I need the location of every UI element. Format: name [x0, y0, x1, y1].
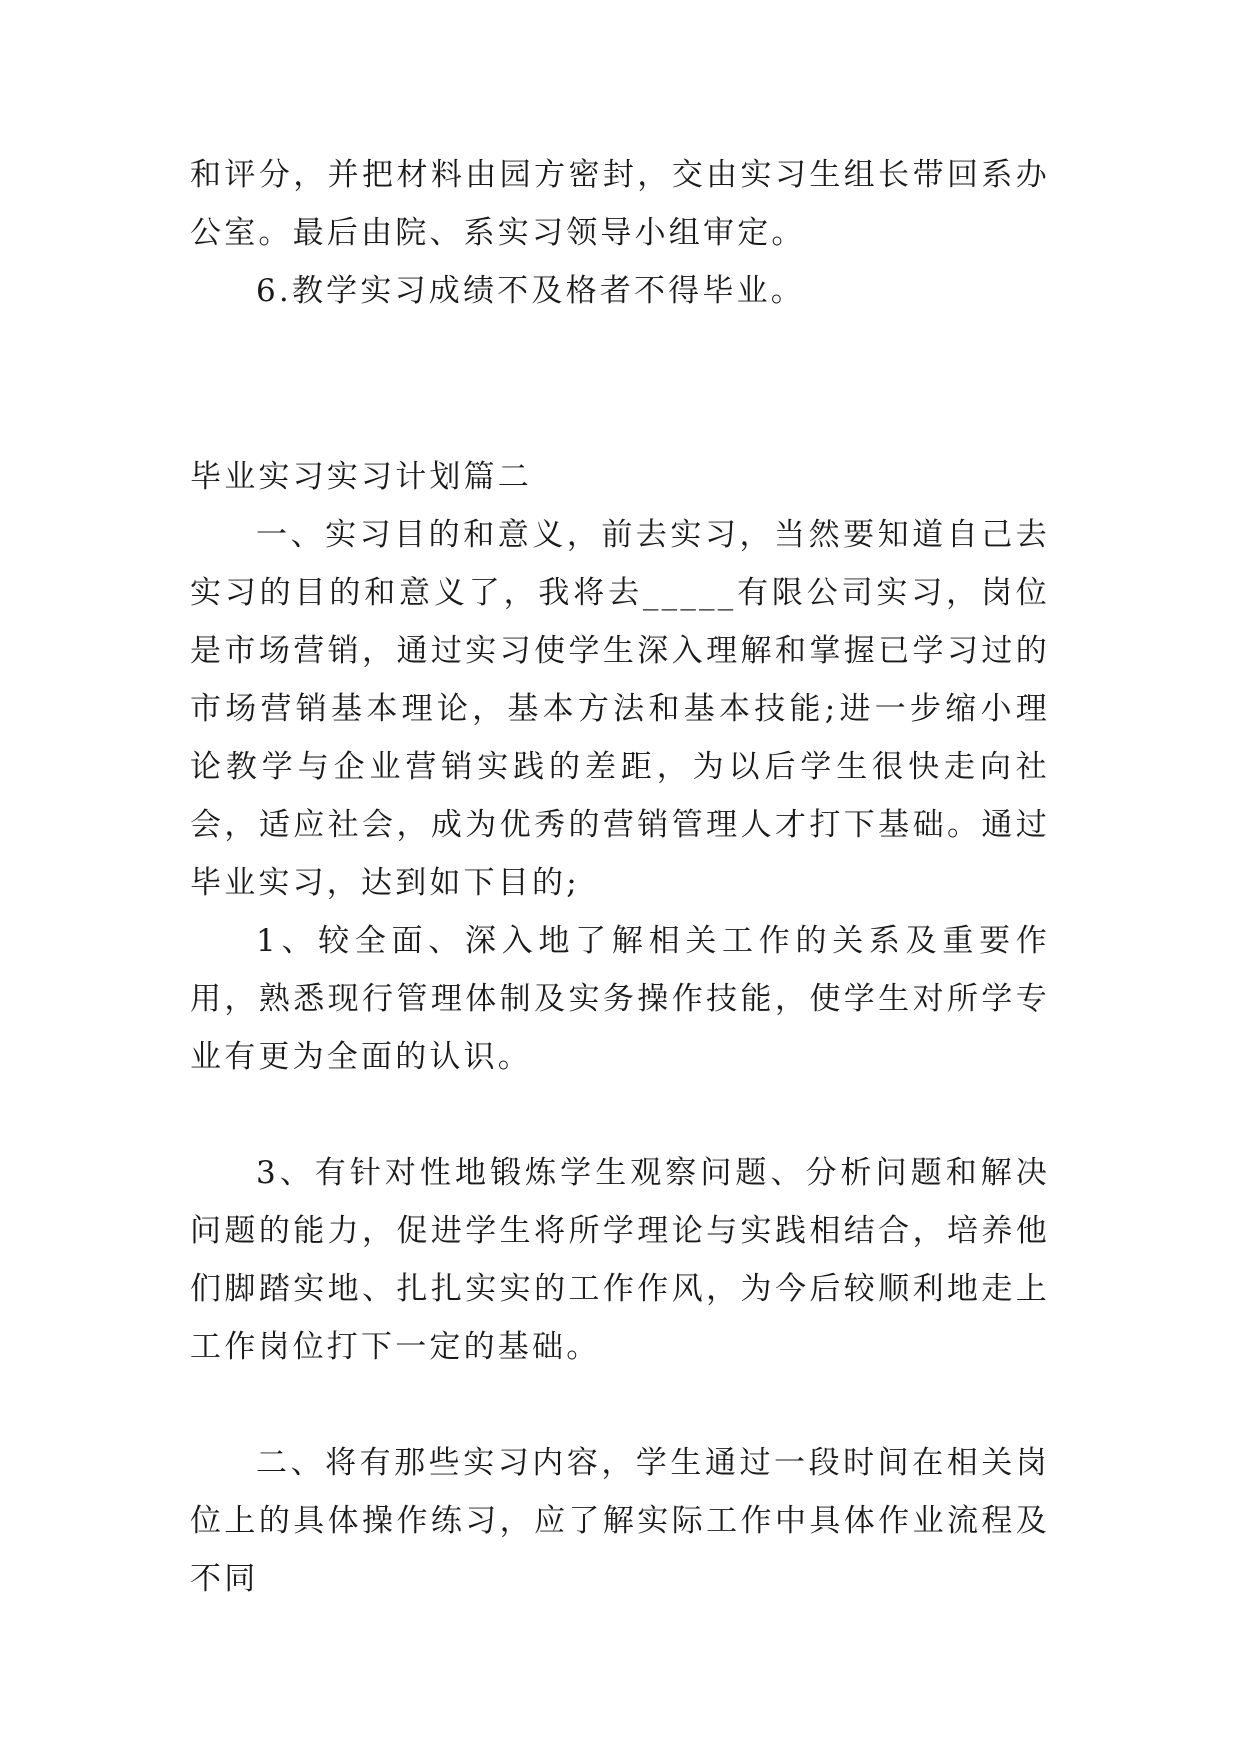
paragraph-section-2: 二、将有那些实习内容，学生通过一段时间在相关岗位上的具体操作练习，应了解实际工作中具体作业流程及不同	[190, 1445, 1050, 1597]
paragraph-goal-1: 1、较全面、深入地了解相关工作的关系及重要作用，熟悉现行管理体制及实务操作技能，使学生对所学专业有更为全面的认识。	[190, 923, 1050, 1075]
section-heading: 毕业实习实习计划篇二	[190, 459, 532, 495]
paragraph-section-1: 一、实习目的和意义，前去实习，当然要知道自己去实习的目的和意义了，我将去_____有限公司实习，岗位是市场营销，通过实习使学生深入理解和掌握已学习过的市场营销基本理论，基本方法和基本技能;进一步缩小理论教学与企业营销实践的差距，为以后学生很快走向社会，适应社会，成为优秀的营销管理人才打下基础。通过毕业实习，达到如下目的;	[190, 517, 1050, 901]
paragraph-continued: 和评分，并把材料由园方密封，交由实习生组长带回系办公室。最后由院、系实习领导小组审定。	[190, 157, 1050, 251]
paragraph-rule-6: 6.教学实习成绩不及格者不得毕业。	[256, 273, 805, 309]
paragraph-goal-3: 3、有针对性地锻炼学生观察问题、分析问题和解决问题的能力，促进学生将所学理论与实践相结合，培养他们脚踏实地、扎扎实实的工作作风，为今后较顺利地走上工作岗位打下一定的基础。	[190, 1155, 1050, 1365]
